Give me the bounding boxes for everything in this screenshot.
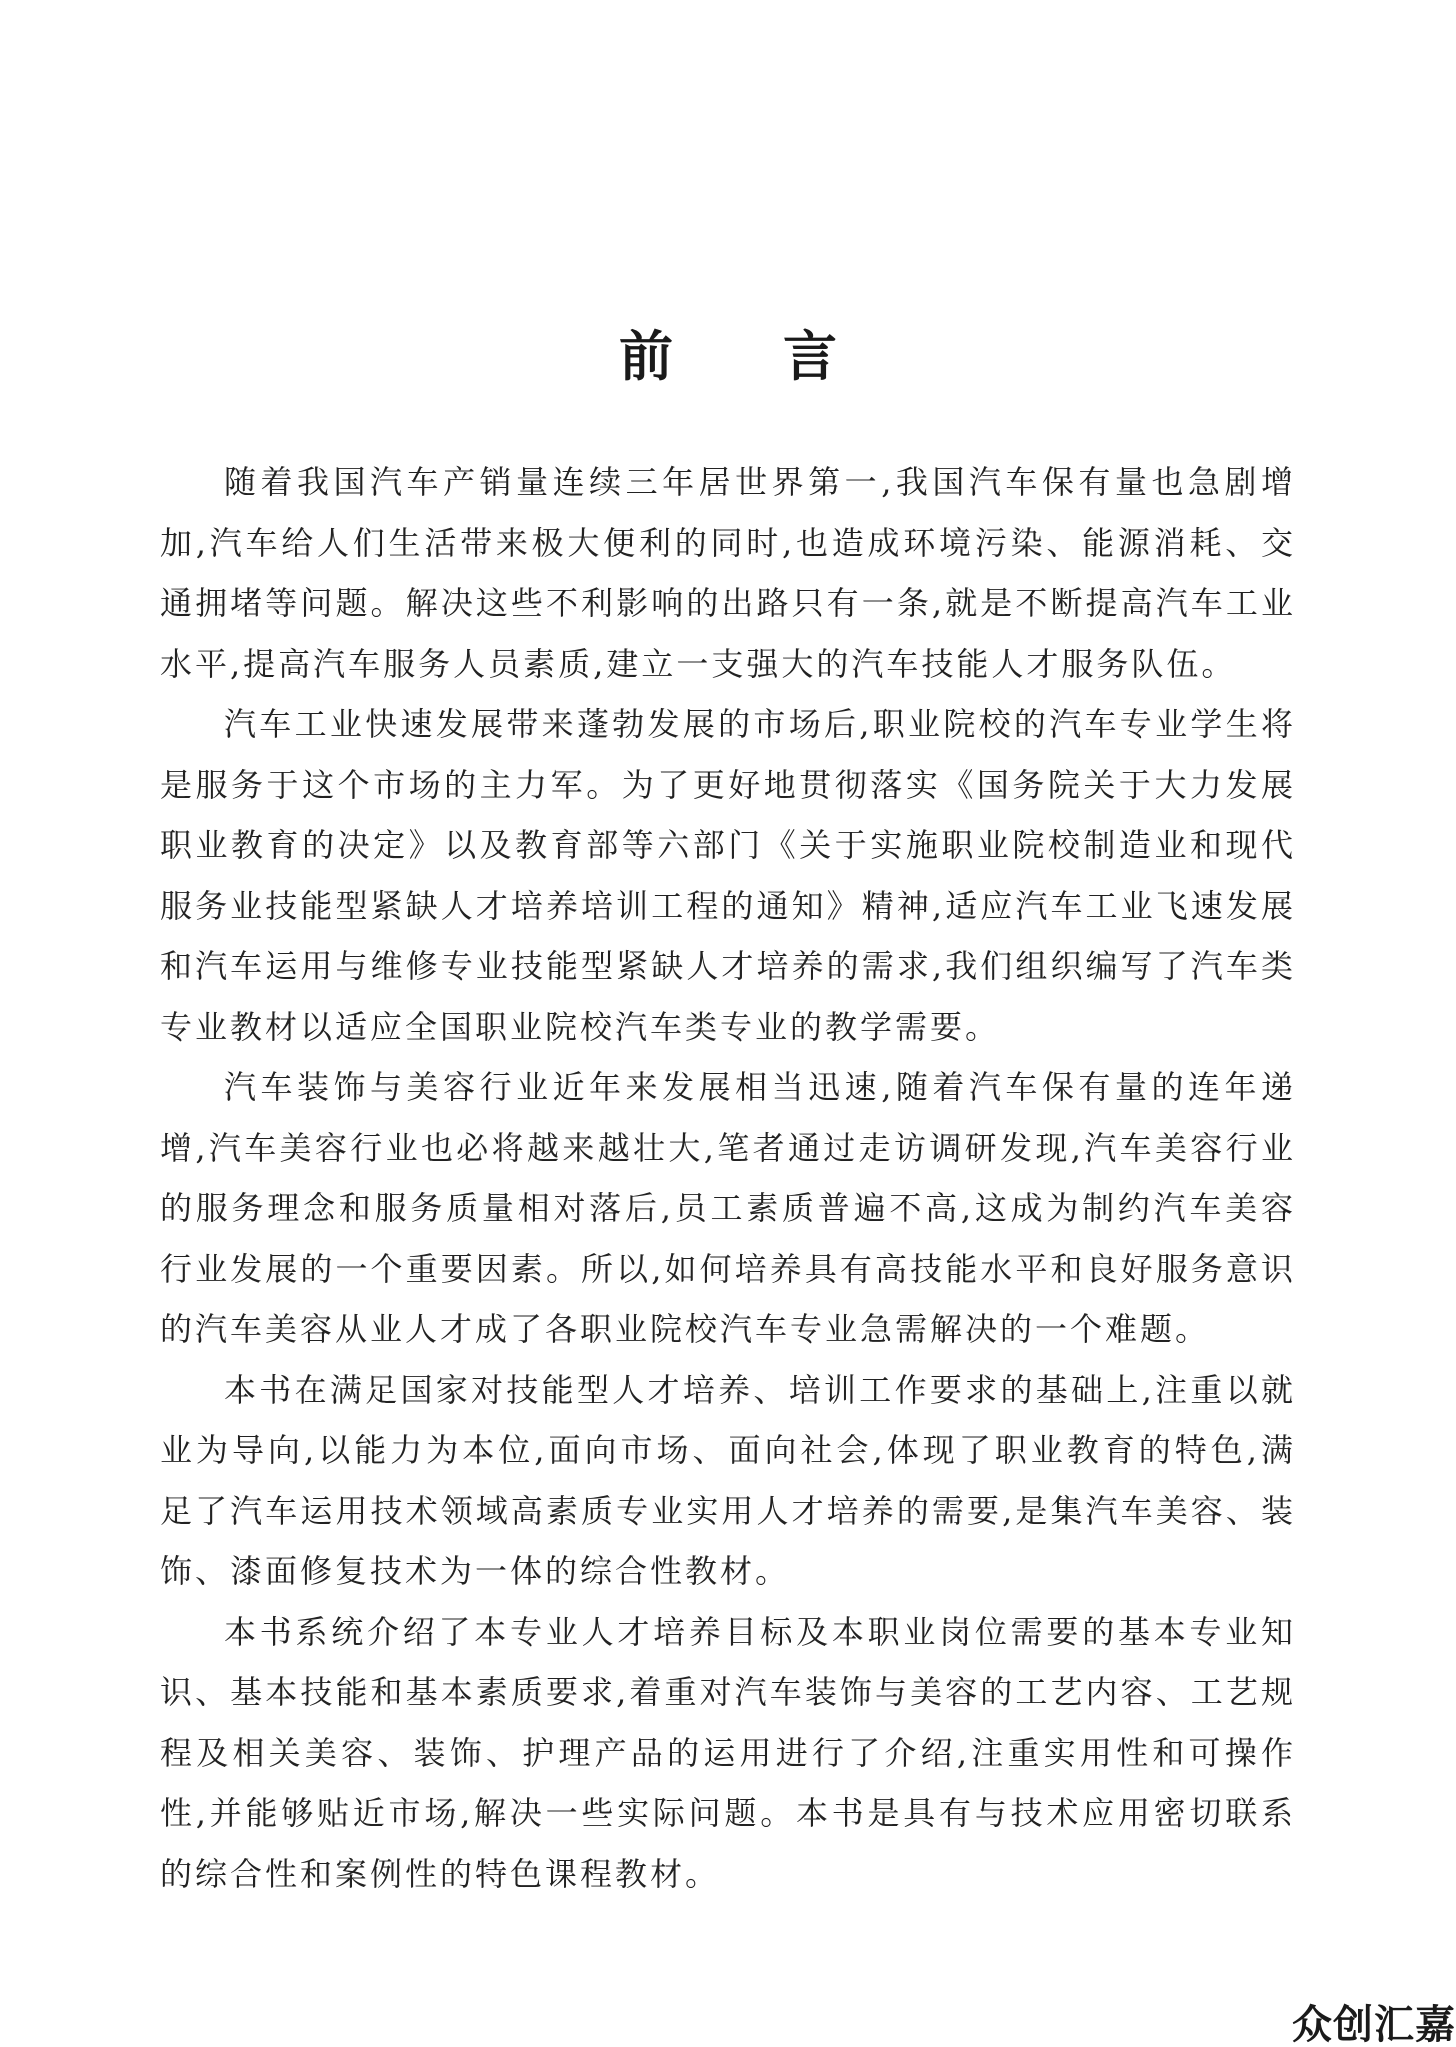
watermark-logo: 众创汇嘉 — [1292, 2002, 1456, 2047]
paragraph: 汽车装饰与美容行业近年来发展相当迅速,随着汽车保有量的连年递增,汽车美容行业也必将越来越壮大,笔者通过走访调研发现,汽车美容行业的服务理念和服务质量相对落后,员工素质普遍不高,这成为制约汽车美容行业发展的一个重要因素。所以,如何培养具有高技能水平和良好服务意识的汽车美容从业人才成了各职业院校汽车专业急需解决的一个难题。 — [160, 1068, 1296, 1348]
paragraph: 本书在满足国家对技能型人才培养、培训工作要求的基础上,注重以就业为导向,以能力为本位,面向市场、面向社会,体现了职业教育的特色,满足了汽车运用技术领域高素质专业实用人才培养的需要,是集汽车美容、装饰、漆面修复技术为一体的综合性教材。 — [160, 1370, 1296, 1590]
page-title — [0, 321, 1456, 391]
title-char-right: 言 — [783, 324, 837, 389]
paragraph: 汽车工业快速发展带来蓬勃发展的市场后,职业院校的汽车专业学生将是服务于这个市场的主力军。为了更好地贯彻落实《国务院关于大力发展职业教育的决定》以及教育部等六部门《关于实施职业院校制造业和现代服务业技能型紧缺人才培养培训工程的通知》精神,适应汽车工业飞速发展和汽车运用与维修专业技能型紧缺人才培养的需求,我们组织编写了汽车类专业教材以适应全国职业院校汽车类专业的教学需要。 — [160, 705, 1296, 1046]
preface-body — [160, 452, 1296, 1904]
paragraph: 随着我国汽车产销量连续三年居世界第一,我国汽车保有量也急剧增加,汽车给人们生活带来极大便利的同时,也造成环境污染、能源消耗、交通拥堵等问题。解决这些不利影响的出路只有一条,就是不断提高汽车工业水平,提高汽车服务人员素质,建立一支强大的汽车技能人才服务队伍。 — [160, 463, 1296, 683]
title-char-left: 前 — [619, 324, 673, 389]
paragraph: 本书系统介绍了本专业人才培养目标及本职业岗位需要的基本专业知识、基本技能和基本素质要求,着重对汽车装饰与美容的工艺内容、工艺规程及相关美容、装饰、护理产品的运用进行了介绍,注重实用性和可操作性,并能够贴近市场,解决一些实际问题。本书是具有与技术应用密切联系的综合性和案例性的特色课程教材。 — [160, 1612, 1296, 1893]
